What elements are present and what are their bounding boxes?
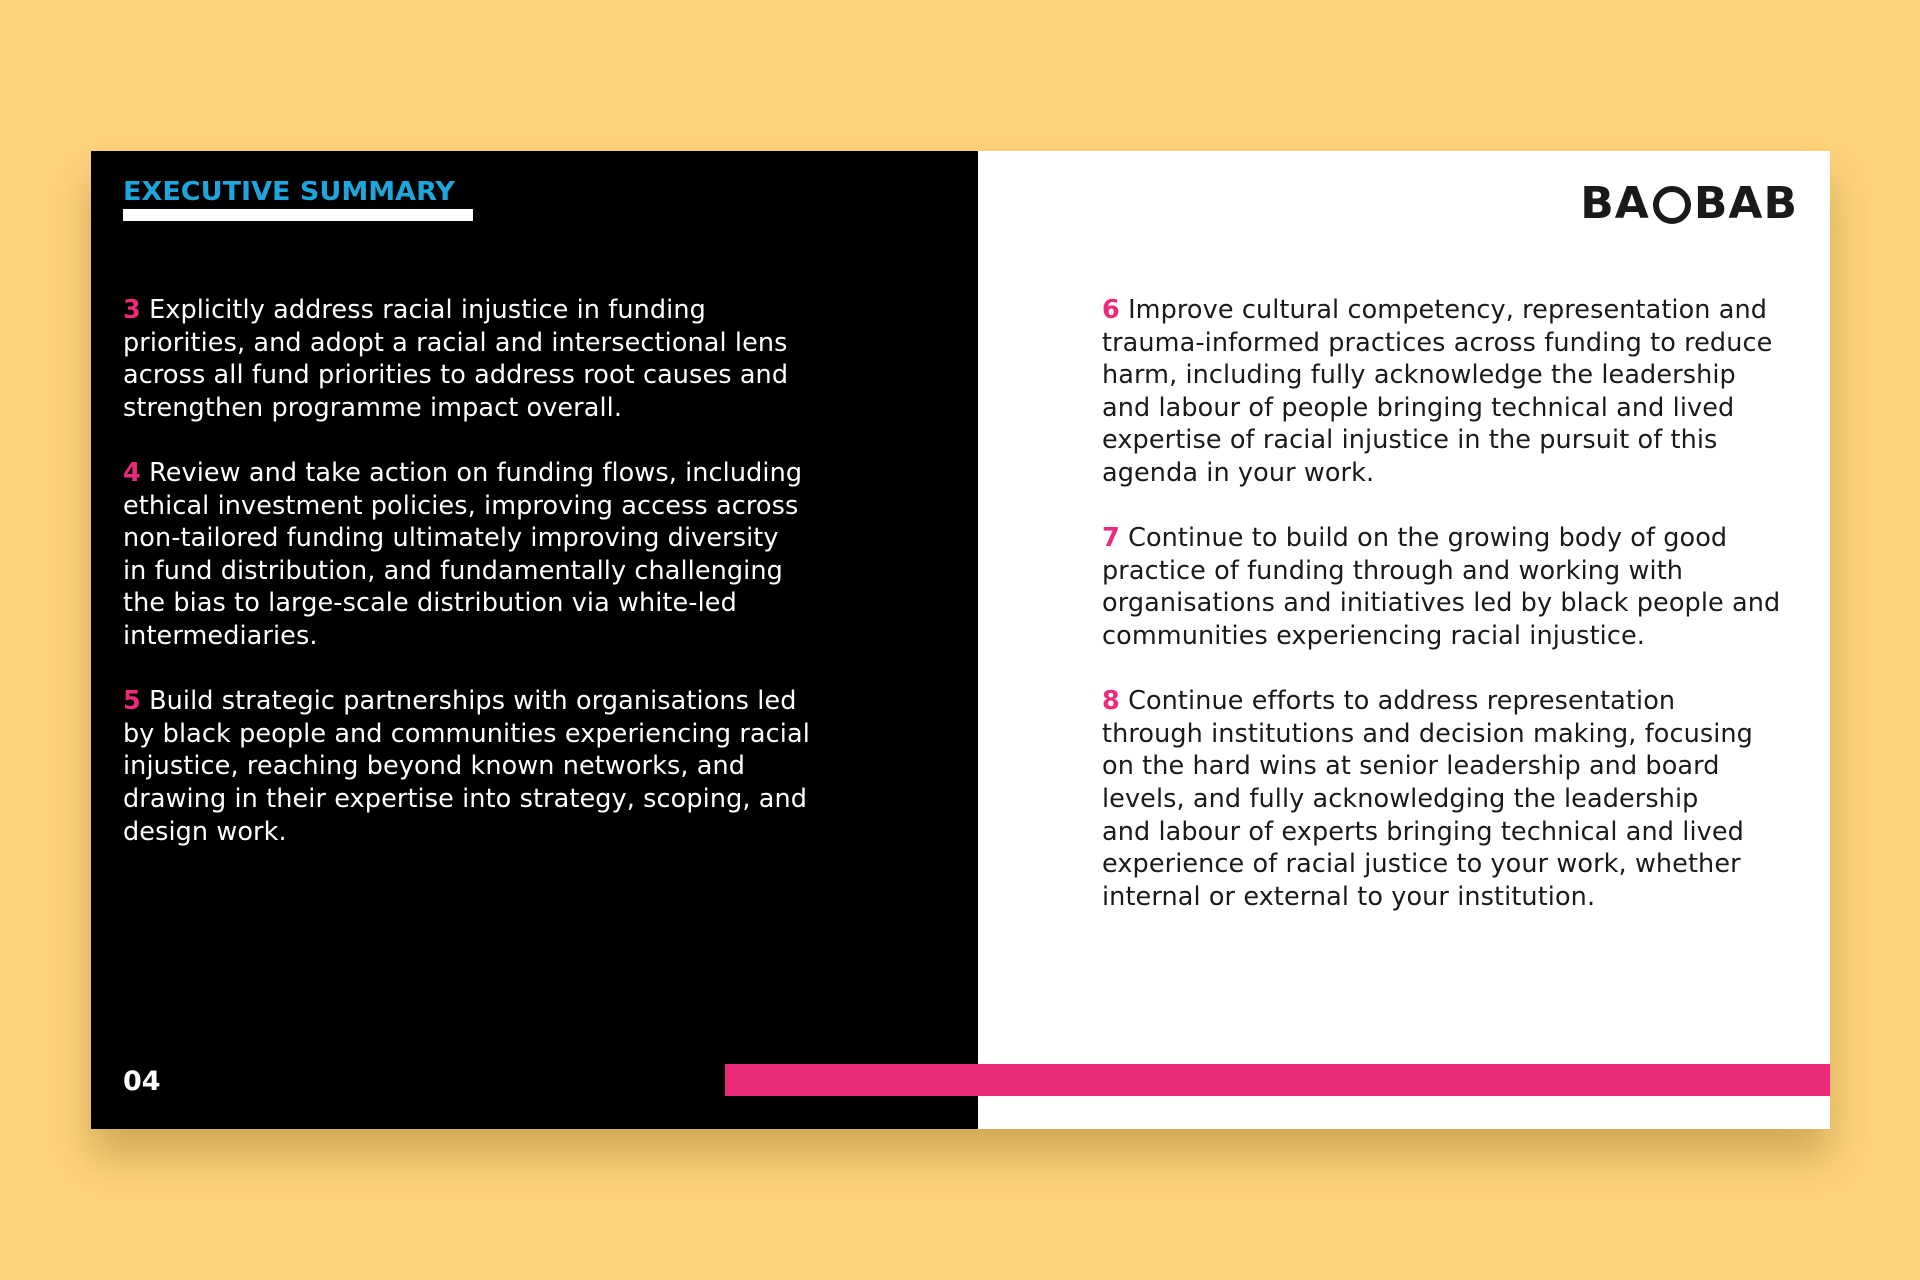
item-text: Explicitly address racial injustice in funding priorities, and adopt a racial and intersectional lens across all fund priorities to address root causes and strengthen programme impact overall. <box>123 295 789 423</box>
item-number: 8 <box>1102 686 1120 717</box>
right-column <box>1102 294 1802 946</box>
item-number: 7 <box>1102 523 1120 554</box>
item-text: Review and take action on funding flows, including ethical investment policies, improving access across non-tailored funding ultimately improving diversity in fund distribution, and fundamentally challenging the bias to large-scale distribution via white-led intermediaries. <box>123 457 803 651</box>
summary-item-8 <box>1102 685 1802 913</box>
page-number: 04 <box>123 1066 161 1097</box>
section-heading: EXECUTIVE SUMMARY <box>123 177 456 207</box>
logo-ring-icon <box>1653 186 1691 224</box>
logo-text-end: BAB <box>1693 178 1798 229</box>
item-text: Continue to build on the growing body of good practice of funding through and working with organisations and initiatives led by black people and communities experiencing racial injustice. <box>1102 523 1781 651</box>
document-spread <box>91 151 1830 1129</box>
left-column <box>123 294 823 881</box>
logo-text-start: BA <box>1580 178 1650 229</box>
item-number: 5 <box>123 686 141 717</box>
heading-underline-bar <box>123 209 473 221</box>
item-number: 6 <box>1102 295 1120 325</box>
summary-item-3 <box>123 294 823 424</box>
summary-item-5 <box>123 685 823 848</box>
item-text: Build strategic partnerships with organisations led by black people and communities experiencing racial injustice, reaching beyond known networks, and drawing in their expertise into strategy, scoping, and design work. <box>123 686 810 847</box>
item-number: 3 <box>123 295 141 325</box>
summary-item-6 <box>1102 294 1802 490</box>
item-number: 4 <box>123 457 141 488</box>
item-text: Improve cultural competency, representation and trauma-informed practices across funding to reduce harm, including fully acknowledge the leadership and labour of people bringing technical and lived expertise of racial injustice in the pursuit of this agenda in your work. <box>1102 295 1773 488</box>
summary-item-7 <box>1102 522 1802 652</box>
left-page <box>91 151 978 1129</box>
baobab-logo <box>1580 179 1798 229</box>
summary-item-4 <box>123 457 823 653</box>
item-text: Continue efforts to address representation through institutions and decision making, focusing on the hard wins at senior leadership and board levels, and fully acknowledging the leadership and labour of experts bringing technical and lived experience of racial justice to your work, whether internal or external to your institution. <box>1102 686 1753 912</box>
accent-bar <box>725 1064 1830 1096</box>
